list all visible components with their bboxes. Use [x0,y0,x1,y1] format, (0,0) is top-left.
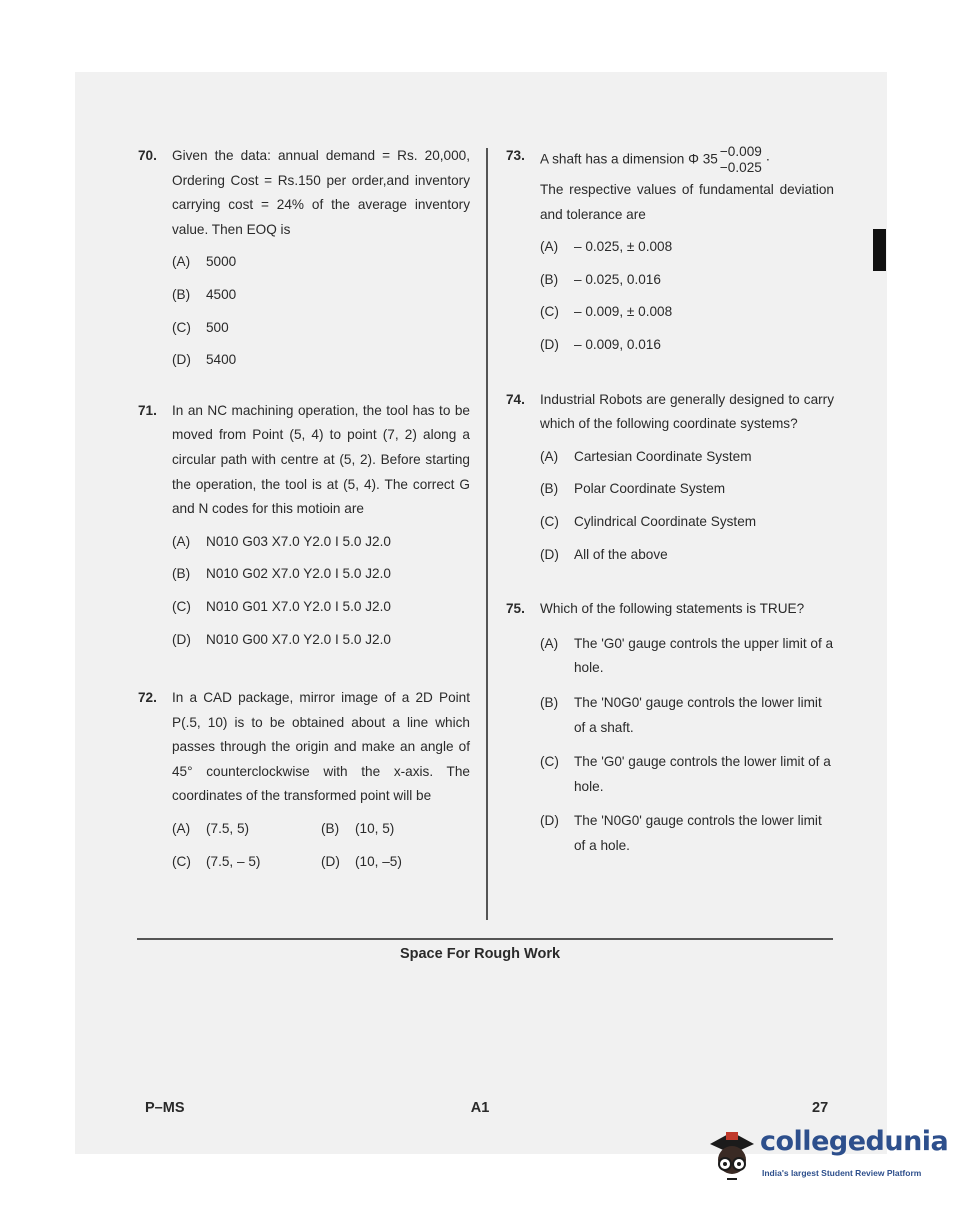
option-c: (C) (7.5, – 5) [172,853,261,869]
question-72 [138,686,470,874]
option-c: (C) N010 G01 X7.0 Y2.0 I 5.0 J2.0 [172,598,391,614]
question-number: 74. [506,391,525,407]
option-a: (A) N010 G03 X7.0 Y2.0 I 5.0 J2.0 [172,533,391,549]
column-divider [486,148,488,920]
collegedunia-watermark [704,1122,949,1192]
option-d: (D) – 0.009, 0.016 [540,336,661,352]
option-d: (D) 5400 [172,352,237,368]
option-b: (B) N010 G02 X7.0 Y2.0 I 5.0 J2.0 [172,566,391,582]
option-a: (A) The 'G0' gauge controls the upper limit of a hole. [540,635,834,676]
rough-work-heading: Space For Rough Work [399,946,561,962]
question-number: 73. [506,148,525,163]
question-number: 75. [506,601,525,617]
question-71 [138,399,470,652]
question-number: 70. [138,148,157,163]
option-a: (A) – 0.025, ± 0.008 [540,239,673,255]
option-c: (C) Cylindrical Coordinate System [540,513,757,529]
question-stem: Industrial Robots are generally designed to carry which of the following coordinate systems? [540,391,834,432]
option-b: (B) Polar Coordinate System [540,481,726,497]
option-b: (B) The 'N0G0' gauge controls the lower limit of a shaft. [540,694,822,735]
option-d: (D) (10, –5) [321,853,402,869]
option-c: (C) 500 [172,319,229,335]
question-number: 72. [138,690,157,706]
option-c: (C) The 'G0' gauge controls the lower limit of a hole. [540,754,831,794]
option-d: (D) The 'N0G0' gauge controls the lower limit of a hole. [540,813,822,853]
option-b: (B) 4500 [172,286,237,302]
option-d: (D) N010 G00 X7.0 Y2.0 I 5.0 J2.0 [172,631,391,647]
question-stem: Which of the following statements is TRUE? [540,601,805,617]
question-number: 71. [138,402,157,418]
footer-page-number: 27 [812,1100,829,1116]
option-c: (C) – 0.009, ± 0.008 [540,304,673,320]
footer-paper-code: P–MS [145,1100,185,1116]
option-b: (B) (10, 5) [321,821,395,837]
question-75 [506,597,834,858]
mascot-icon [704,1122,760,1188]
rough-work-divider [137,938,833,940]
option-a: (A) Cartesian Coordinate System [540,448,752,464]
question-stem: In an NC machining operation, the tool has to be moved from Point (5, 4) to point (7, 2) along a circular path with centre at (5, 2). Before starting the operation, the tool is at (5, 4). The correct G and N codes for this motioin are [172,402,470,517]
tolerance-stack: −0.009 −0.025 [719,144,762,175]
option-d: (D) All of the above [540,546,668,562]
question-stem: Given the data: annual demand = Rs. 20,000, Ordering Cost = Rs.150 per order,and inventory carrying cost = 24% of the average inventory value. Then EOQ is [172,148,470,237]
question-stem: A shaft has a dimension Φ 35 −0.009 −0.025 · The respective values of fundamental deviation and tolerance are [540,144,834,222]
left-column [138,144,470,874]
registration-mark [873,229,886,271]
brand-tagline: India's largest Student Review Platform [762,1168,922,1178]
question-stem: In a CAD package, mirror image of a 2D Point P(.5, 10) is to be obtained about a line which passes through the origin and make an angle of 45° counterclockwise with the x-axis. The coordinates of the transformed point will be [172,690,470,804]
option-b: (B) – 0.025, 0.016 [540,271,661,287]
right-column [506,144,834,858]
option-a: (A) 5000 [172,254,237,270]
question-74 [506,388,834,568]
question-70 [138,144,470,373]
brand-name: collegedunia [760,1126,949,1157]
question-73 [506,144,834,358]
footer-set-code: A1 [470,1100,490,1116]
option-a: (A) (7.5, 5) [172,821,250,837]
